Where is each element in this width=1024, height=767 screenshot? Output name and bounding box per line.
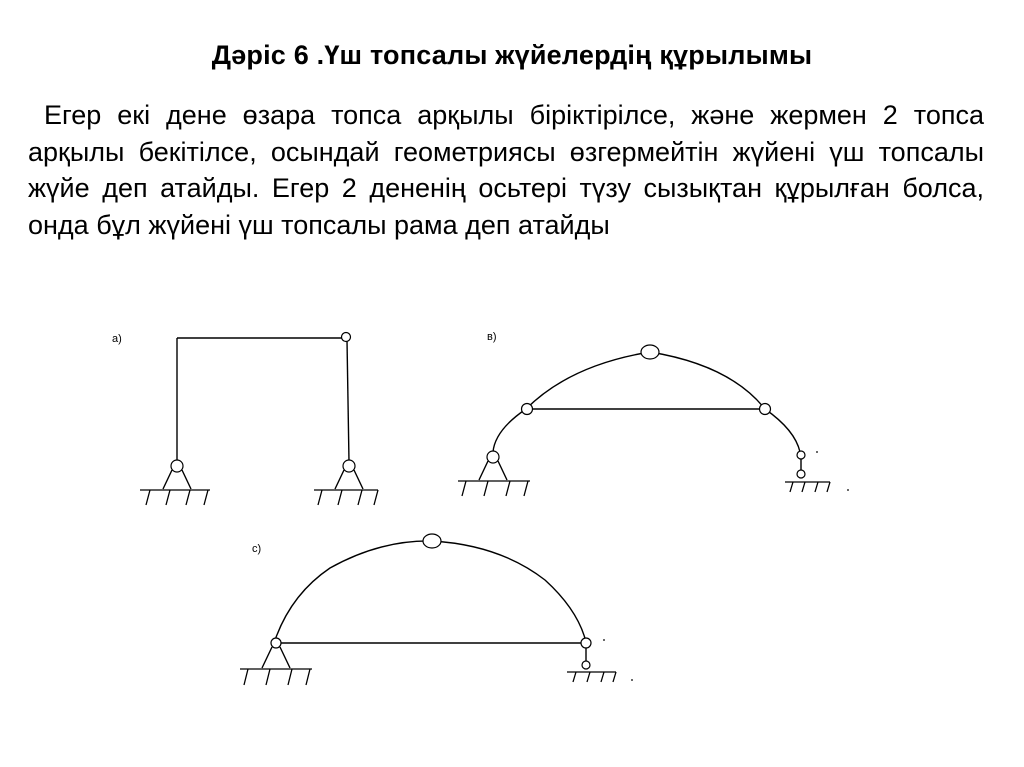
left-pin-support — [458, 451, 530, 496]
arch-curve — [493, 352, 800, 452]
right-pin-support — [314, 460, 378, 505]
crown-hinge — [641, 345, 659, 359]
right-column — [347, 340, 349, 462]
right-roller-support — [567, 639, 633, 682]
figure-b-label: в) — [487, 331, 497, 343]
figure-c-arch — [240, 534, 633, 685]
right-roller-support — [785, 451, 849, 492]
figure-b-arch — [458, 331, 849, 496]
left-pin-support — [140, 460, 210, 505]
figure-a-label: а) — [112, 333, 122, 345]
arch-curve — [274, 541, 586, 643]
right-support-hinge — [343, 460, 355, 472]
definition-paragraph: Егер екі дене өзара топса арқылы біріктірілсе, және жермен 2 топса арқылы бекітілсе, осындай геометриясы өзгермейтін жүйені үш топсалы жүйе деп атайды. Егер 2 дененің осьтері түзу сызықтан құрылған болса, онда бұл жүйені үш топсалы рама деп атайды — [28, 100, 984, 240]
right-tie-hinge — [581, 638, 591, 648]
three-hinged-systems-figures — [0, 300, 1024, 720]
left-support-hinge — [171, 460, 183, 472]
left-tie-hinge — [522, 404, 533, 415]
left-pin-support — [240, 647, 312, 685]
left-tie-hinge — [271, 638, 281, 648]
page-title: Дәріс 6 .Үш топсалы жүйелердің құрылымы — [211, 40, 813, 70]
figure-c-label: с) — [252, 543, 262, 555]
crown-hinge — [423, 534, 441, 548]
figure-a-frame — [112, 333, 378, 506]
right-tie-hinge — [760, 404, 771, 415]
crown-hinge — [342, 333, 351, 342]
